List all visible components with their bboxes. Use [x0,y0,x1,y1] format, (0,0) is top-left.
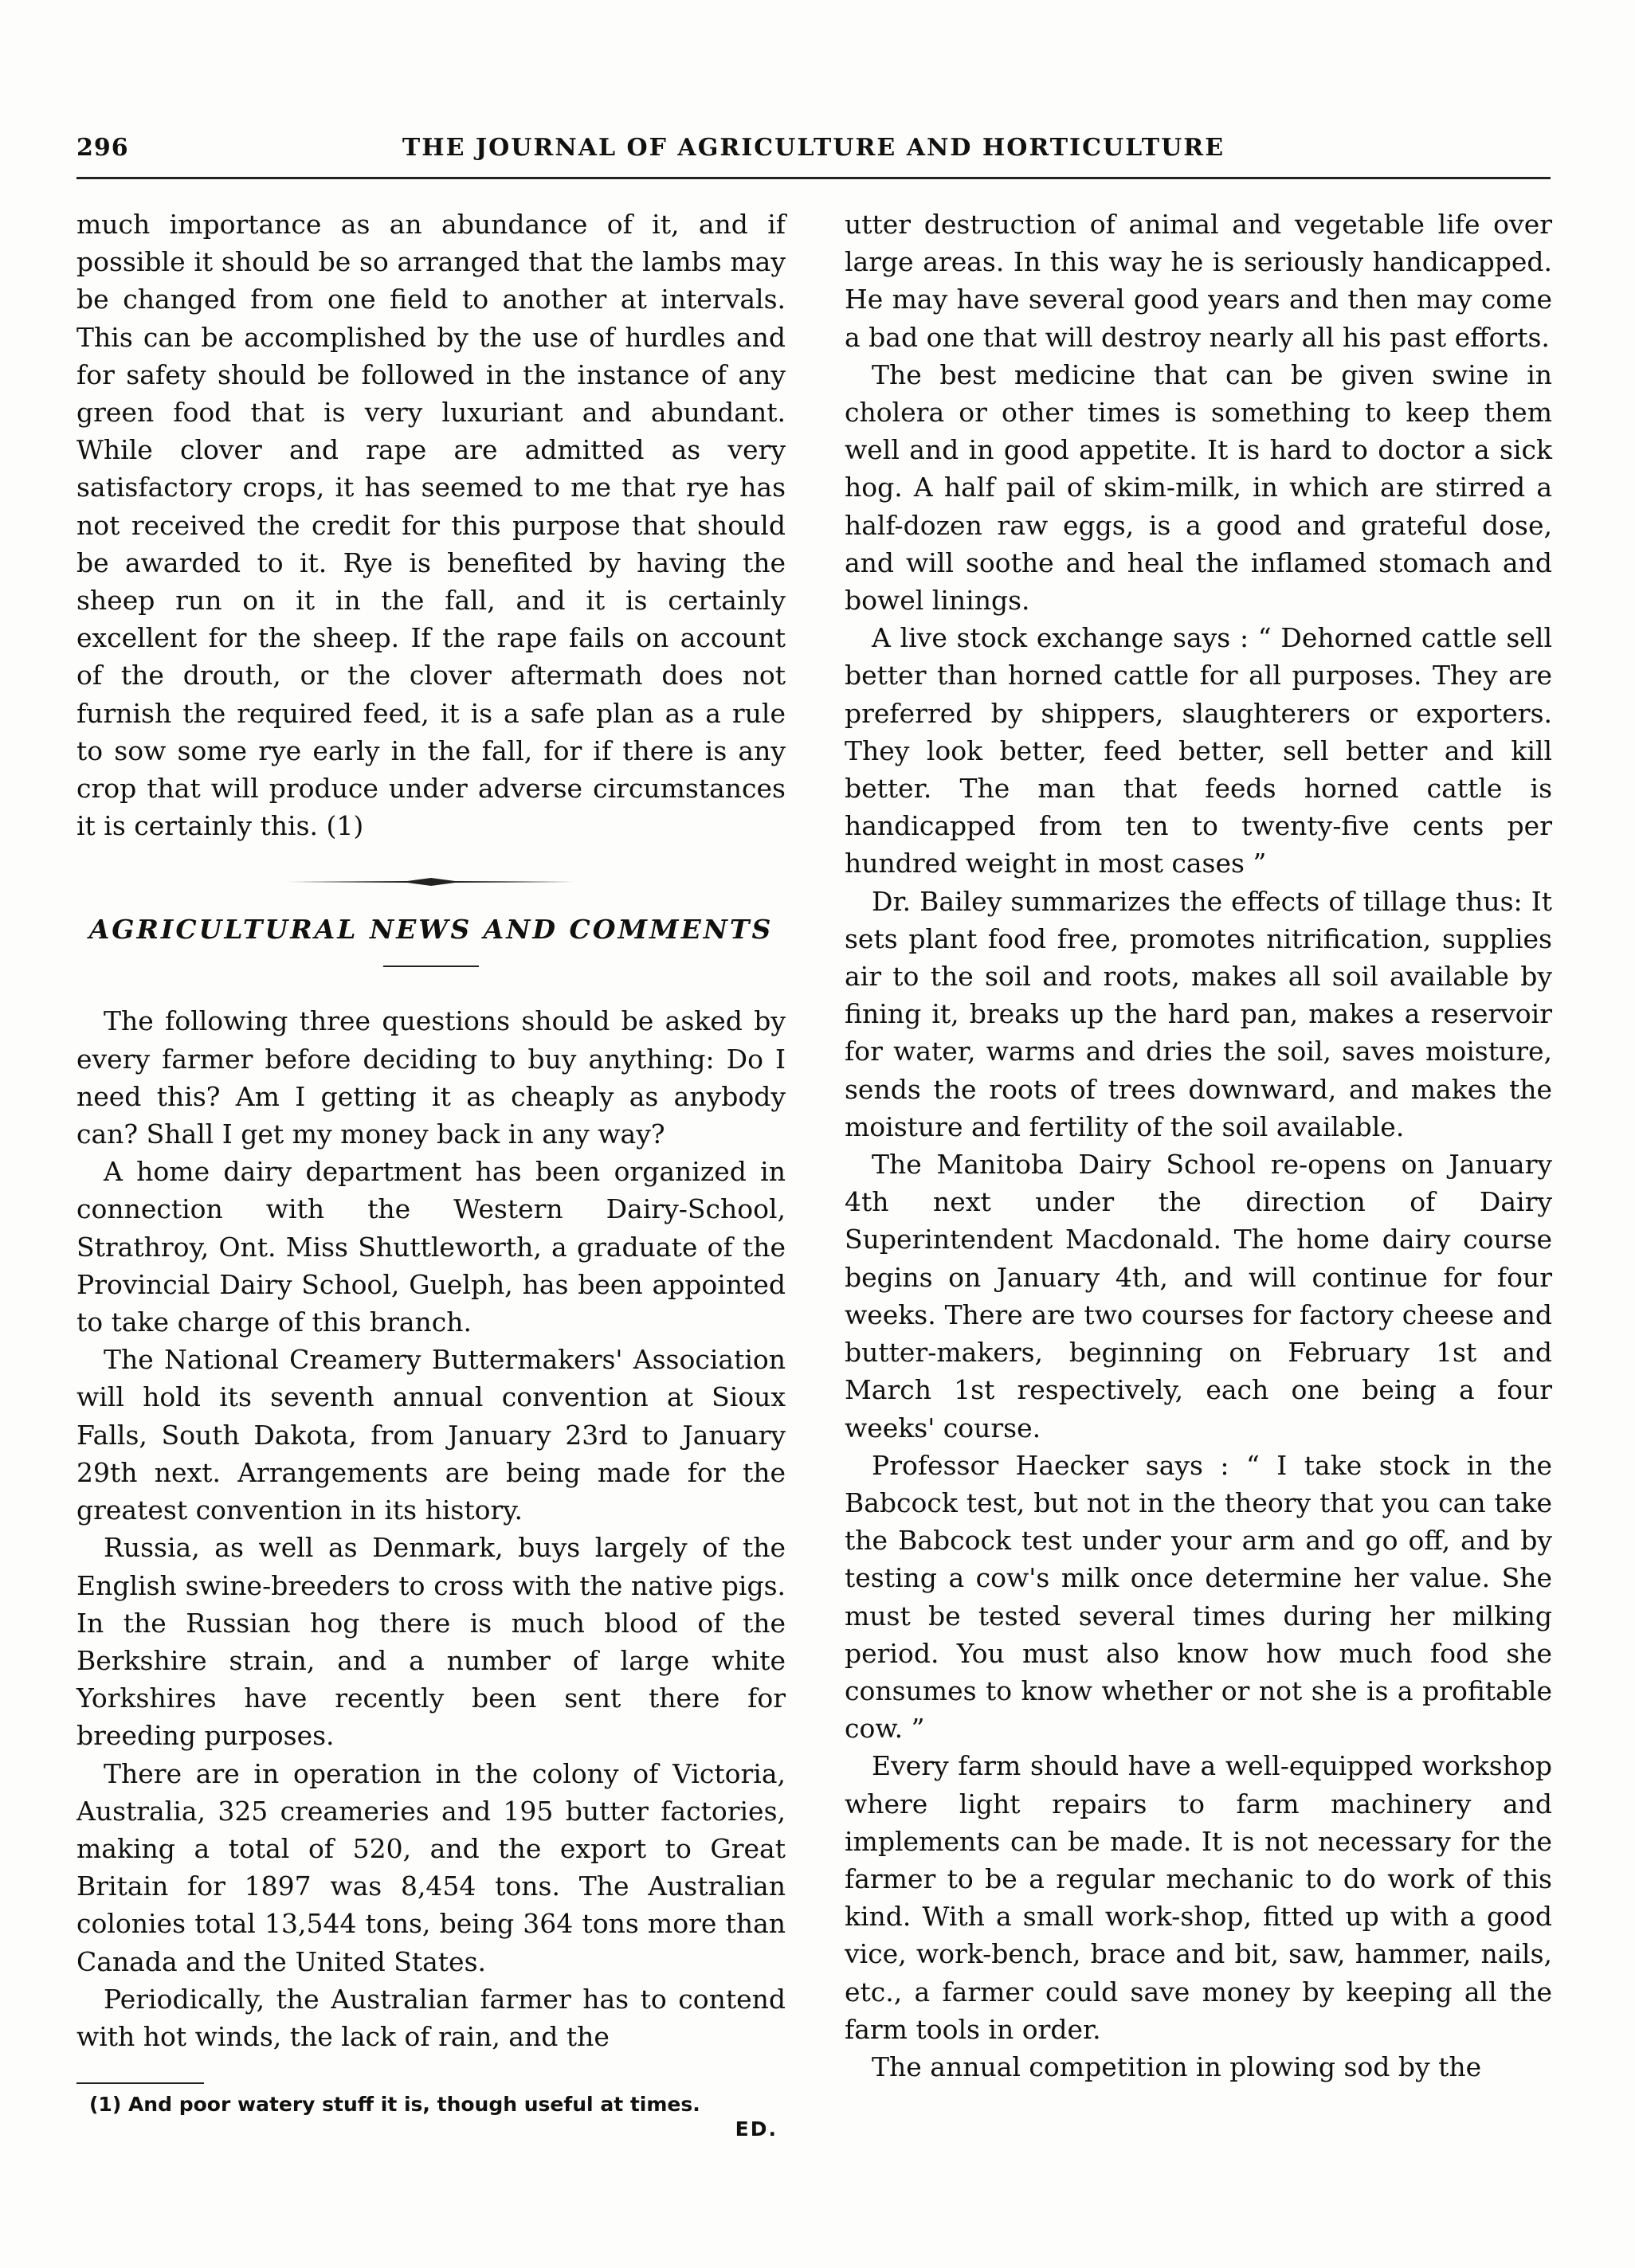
article-paragraph: A home dairy department has been organized in connection with the Western Dairy-School, Strathroy, Ont. Miss Shuttleworth, a graduate of the Provincial Dairy School, Guelph, has been appointed to take charge of this branch. [76,1156,786,1338]
article-paragraph: The National Creamery Buttermakers' Association will hold its seventh annual convention at Sioux Falls, South Dakota, from January 23rd to January 29th next. Arrangements are being made for the greatest convention in its history. [76,1344,786,1526]
heading-rule [383,966,479,967]
ornament-rule [288,876,574,887]
article-paragraph: The annual competition in plowing sod by the [872,2051,1482,2082]
article-paragraph: Every farm should have a well-equipped workshop where light repairs to farm machinery and implements can be made. It is not necessary for the farmer to be a regular mechanic to do work of this kind. With a small work-shop, fitted up with a good vice, work-bench, brace and bit, saw, hammer, nails, etc., a farmer could save money by keeping all the farm tools in order. [845,1750,1552,2045]
journal-title: THE JOURNAL OF AGRICULTURE AND HORTICULTURE [402,134,1225,162]
article-paragraph: There are in operation in the colony of Victoria, Australia, 325 creameries and 195 butter factories, making a total of 520, and the export to Great Britain for 1897 was 8,454 tons. The Australian colonies total 13,544 tons, being 364 tons more than Canada and the United States. [76,1757,786,1977]
continued-paragraph: much importance as an abundance of it, and if possible it should be so arranged that the lambs may be changed from one field to another at intervals. This can be accomplished by the use of hurdles and for safety should be followed in the instance of any green food that is very luxuriant and abundant. While clover and rape are admitted as very satisfactory crops, it has seemed to me that rye has not received the credit for this purpose that should be awarded to it. Rye is benefited by having the sheep run on it in the fall, and it is certainly excellent for the sheep. If the rape fails on account of the drouth, or the clover aftermath does not furnish the required feed, it is a safe plan as a rule to sow some rye early in the fall, for if there is any crop that will produce under adverse circumstances it is certainly this. (1) [76,209,786,842]
article-paragraph: Russia, as well as Denmark, buys largely of the English swine-breeders to cross with the native pigs. In the Russian hog there is much blood of the Berkshire strain, and a number of large white Yorkshires have recently been sent there for breeding purposes. [76,1532,786,1752]
footnote-rule [76,2082,204,2084]
continued-paragraph: utter destruction of animal and vegetable life over large areas. In this way he is seriously handicapped. He may have several good years and then may come a bad one that will destroy nearly all his past efforts. [845,209,1552,353]
article-paragraph: Periodically, the Australian farmer has to contend with hot winds, the lack of rain, and the [76,1983,786,2052]
article-paragraph: The best medicine that can be given swine in cholera or other times is something to keep them well and in good appetite. It is hard to doctor a sick hog. A half pail of skim-milk, in which are stirred a half-dozen raw eggs, is a good and grateful dose, and will soothe and heal the inflamed stomach and bowel linings. [845,358,1552,617]
article-paragraph: The following three questions should be asked by every farmer before deciding to buy anything: Do I need this? Am I getting it as cheaply as anybody can? Shall I get my money back in any way? [76,1005,786,1150]
right-column [845,206,1552,2086]
article-paragraph: A live stock exchange says : “ Dehorned cattle sell better than horned cattle for all purposes. They are preferred by shippers, slaughterers or exporters. They look better, feed better, sell better and kill better. The man that feeds horned cattle is handicapped from ten to twenty-five cents per hundred weight in most cases ” [845,622,1552,879]
left-column [76,206,786,2141]
article-paragraph: The Manitoba Dairy School re-opens on January 4th next under the direction of Dairy Superintendent Macdonald. The home dairy course begins on January 4th, and will continue for four weeks. There are two courses for factory cheese and butter-makers, beginning on February 1st and March 1st respectively, each one being a four weeks' course. [845,1149,1552,1443]
running-head [76,134,1551,182]
article-paragraph: Dr. Bailey summarizes the effects of tillage thus: It sets plant food free, promotes nitrification, supplies air to the soil and roots, makes all soil available by fining it, breaks up the hard pan, makes a reservoir for water, warms and dries the soil, saves moisture, sends the roots of trees downward, and makes the moisture and fertility of the soil available. [845,885,1552,1142]
page-number: 296 [76,134,129,162]
header-rule [76,177,1551,179]
footnote-signature: ED. [735,2117,778,2141]
footnote: (1) And poor watery stuff it is, though useful at times. [89,2093,700,2117]
section-heading: AGRICULTURAL NEWS AND COMMENTS [88,914,774,946]
article-paragraph: Professor Haecker says : “ I take stock in the Babcock test, but not in the theory that you can take the Babcock test under your arm and go off, and by testing a cow's milk once determine her value. She must be tested several times during her milking period. You must also know how much food she consumes to know whether or not she is a profitable cow. ” [845,1449,1552,1745]
